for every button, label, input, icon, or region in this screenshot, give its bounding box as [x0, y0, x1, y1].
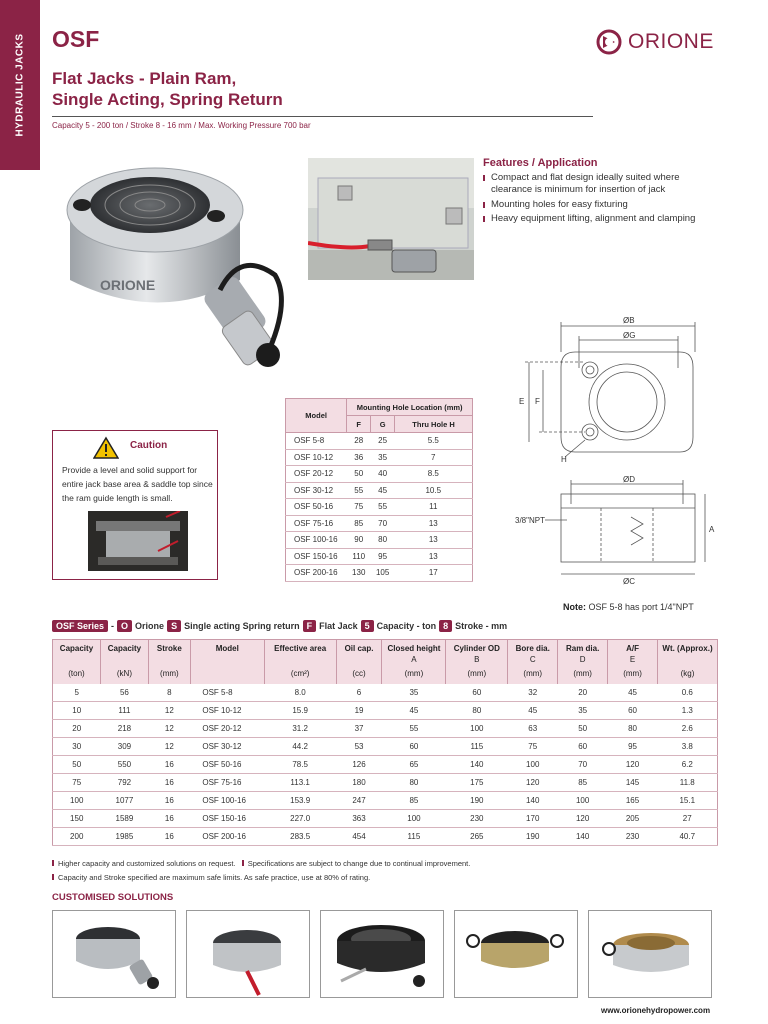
series-badge: OSF Series [52, 620, 108, 632]
code-label: Flat Jack [319, 621, 358, 631]
mount-header-col: Thru Hole H [395, 416, 473, 433]
mount-cell: 40 [371, 466, 395, 483]
mount-cell: 55 [347, 482, 371, 499]
mount-table-row [286, 433, 473, 450]
spec-cell: 30 [53, 738, 101, 756]
spec-header: Effective area [264, 640, 336, 655]
spec-header-unit: (kg) [658, 669, 718, 684]
mount-cell: 50 [347, 466, 371, 483]
spec-cell-model: OSF 200-16 [190, 828, 264, 846]
spec-cell: 140 [446, 756, 508, 774]
spec-header-letter [336, 655, 382, 669]
mount-cell: 110 [347, 548, 371, 565]
spec-header: Cylinder OD [446, 640, 508, 655]
spec-cell: 113.1 [264, 774, 336, 792]
custom-solution-photo [320, 910, 444, 998]
spec-cell: 205 [608, 810, 658, 828]
spec-header-unit: (mm) [558, 669, 608, 684]
spec-cell: 1589 [100, 810, 148, 828]
spec-cell: 19 [336, 702, 382, 720]
spec-header-unit: (mm) [382, 669, 446, 684]
spec-header: Closed height [382, 640, 446, 655]
mount-cell-model: OSF 30-12 [286, 482, 347, 499]
order-code-dash: - [111, 621, 115, 631]
spec-cell: 80 [608, 720, 658, 738]
features-heading: Features / Application [483, 157, 598, 169]
mount-header-col: G [371, 416, 395, 433]
spec-cell: 32 [508, 684, 558, 702]
custom-solution-photo [52, 910, 176, 998]
mount-cell: 13 [395, 515, 473, 532]
code-letter: S [167, 620, 181, 632]
spec-cell: 309 [100, 738, 148, 756]
spec-cell: 1.3 [658, 702, 718, 720]
spec-cell: 80 [446, 702, 508, 720]
product-photo-flat-jack [40, 150, 310, 390]
mount-table-row [286, 565, 473, 582]
spec-cell: 363 [336, 810, 382, 828]
spec-cell: 85 [558, 774, 608, 792]
spec-header-unit: (cc) [336, 669, 382, 684]
spec-cell: 63 [508, 720, 558, 738]
spec-cell: 40.7 [658, 828, 718, 846]
bullet-bar [52, 874, 54, 880]
mount-table-row [286, 532, 473, 549]
mount-cell: 13 [395, 548, 473, 565]
spec-cell: 115 [382, 828, 446, 846]
code-label: Orione [135, 621, 165, 631]
mount-cell-model: OSF 10-12 [286, 449, 347, 466]
spec-header-letter [658, 655, 718, 669]
spec-cell: 6 [336, 684, 382, 702]
footnote: Higher capacity and customized solutions on request. [58, 859, 236, 868]
custom-solution-photo [454, 910, 578, 998]
mount-cell: 28 [347, 433, 371, 450]
dim-label-e: E [519, 397, 525, 406]
spec-header-letter [148, 655, 190, 669]
spec-cell: 75 [508, 738, 558, 756]
spec-header: Stroke [148, 640, 190, 655]
spec-table-row [53, 828, 718, 846]
mount-cell: 70 [371, 515, 395, 532]
spec-cell: 78.5 [264, 756, 336, 774]
spec-cell: 20 [53, 720, 101, 738]
feature-item: Mounting holes for easy fixturing [483, 199, 723, 211]
mount-table-row [286, 548, 473, 565]
website-url: www.orionehydropower.com [601, 1006, 711, 1015]
spec-cell: 35 [382, 684, 446, 702]
spec-cell: 10 [53, 702, 101, 720]
logo-mark-icon [594, 27, 624, 57]
spec-cell: 230 [608, 828, 658, 846]
code-letter: 8 [439, 620, 452, 632]
spec-header-unit: (cm²) [264, 669, 336, 684]
mount-cell: 10.5 [395, 482, 473, 499]
dim-label-h: H [561, 455, 567, 464]
specification-table [52, 639, 718, 846]
custom-solution-photo [588, 910, 712, 998]
spec-cell: 150 [53, 810, 101, 828]
spec-table-row [53, 702, 718, 720]
spec-cell: 15.9 [264, 702, 336, 720]
dim-label-f: F [535, 397, 540, 406]
spec-cell: 120 [608, 756, 658, 774]
spec-cell: 145 [608, 774, 658, 792]
spec-cell: 50 [558, 720, 608, 738]
spec-cell: 115 [446, 738, 508, 756]
spec-header: Model [190, 640, 264, 655]
spec-cell: 16 [148, 810, 190, 828]
spec-cell: 0.6 [658, 684, 718, 702]
spec-cell: 5 [53, 684, 101, 702]
mount-cell: 5.5 [395, 433, 473, 450]
spec-cell: 12 [148, 702, 190, 720]
caution-text: Provide a level and solid support for entire jack base area & saddle top since the ram guide length is small. [62, 465, 213, 503]
spec-cell-model: OSF 5-8 [190, 684, 264, 702]
mount-table-row [286, 449, 473, 466]
footnote: Capacity and Stroke specified are maximum safe limits. As safe practice, use at 80% of rating. [58, 873, 371, 882]
feature-item: Compact and flat design ideally suited where clearance is minimum for insertion of jack [483, 172, 723, 196]
spec-cell-model: OSF 20-12 [190, 720, 264, 738]
spec-cell: 200 [53, 828, 101, 846]
spec-cell: 55 [382, 720, 446, 738]
mount-cell: 25 [371, 433, 395, 450]
mount-cell: 55 [371, 499, 395, 516]
spec-cell: 16 [148, 828, 190, 846]
spec-table-row [53, 720, 718, 738]
spec-cell-model: OSF 75-16 [190, 774, 264, 792]
spec-cell: 165 [608, 792, 658, 810]
spec-cell-model: OSF 150-16 [190, 810, 264, 828]
mount-header-model: Model [286, 399, 347, 433]
spec-cell: 153.9 [264, 792, 336, 810]
mount-cell: 8.5 [395, 466, 473, 483]
spec-cell: 100 [446, 720, 508, 738]
spec-header-letter: E [608, 655, 658, 669]
spec-cell: 550 [100, 756, 148, 774]
side-category-tab [0, 0, 40, 170]
dimension-drawing [505, 312, 720, 587]
title-divider [52, 116, 593, 117]
spec-cell: 16 [148, 792, 190, 810]
spec-cell: 454 [336, 828, 382, 846]
spec-cell-model: OSF 50-16 [190, 756, 264, 774]
spec-cell: 12 [148, 738, 190, 756]
caution-title: Caution [130, 440, 168, 451]
photo-brand-engraving: ORIONE [100, 277, 156, 293]
spec-cell: 140 [508, 792, 558, 810]
spec-cell: 12 [148, 720, 190, 738]
spec-table-row [53, 684, 718, 702]
spec-cell: 8.0 [264, 684, 336, 702]
mount-cell-model: OSF 100-16 [286, 532, 347, 549]
spec-cell: 180 [336, 774, 382, 792]
spec-cell-model: OSF 10-12 [190, 702, 264, 720]
spec-cell: 190 [508, 828, 558, 846]
dim-label-b: ØB [623, 316, 635, 325]
mount-cell-model: OSF 50-16 [286, 499, 347, 516]
title-line-1: Flat Jacks - Plain Ram, [52, 69, 237, 88]
mount-table-row [286, 515, 473, 532]
page-title [52, 68, 283, 110]
customised-solutions-heading: CUSTOMISED SOLUTIONS [52, 892, 174, 903]
code-letter: 5 [361, 620, 374, 632]
spec-cell: 15.1 [658, 792, 718, 810]
mount-cell: 75 [347, 499, 371, 516]
dim-label-d: ØD [623, 475, 635, 484]
dim-label-g: ØG [623, 331, 636, 340]
spec-cell: 283.5 [264, 828, 336, 846]
spec-header-unit: (kN) [100, 669, 148, 684]
spec-cell-model: OSF 100-16 [190, 792, 264, 810]
spec-cell: 218 [100, 720, 148, 738]
spec-header: Capacity [100, 640, 148, 655]
spec-cell: 31.2 [264, 720, 336, 738]
mount-cell: 36 [347, 449, 371, 466]
mount-cell: 17 [395, 565, 473, 582]
code-letter: F [303, 620, 317, 632]
spec-cell: 50 [53, 756, 101, 774]
spec-header: Ram dia. [558, 640, 608, 655]
spec-cell: 230 [446, 810, 508, 828]
spec-cell: 120 [508, 774, 558, 792]
mount-cell-model: OSF 150-16 [286, 548, 347, 565]
spec-table-row [53, 756, 718, 774]
spec-cell: 75 [53, 774, 101, 792]
mount-cell: 45 [371, 482, 395, 499]
spec-cell: 247 [336, 792, 382, 810]
spec-cell: 3.8 [658, 738, 718, 756]
spec-cell: 1985 [100, 828, 148, 846]
spec-cell: 2.6 [658, 720, 718, 738]
spec-header: Capacity [53, 640, 101, 655]
spec-cell: 60 [446, 684, 508, 702]
mount-header-col: F [347, 416, 371, 433]
mount-table-row [286, 466, 473, 483]
mount-cell: 11 [395, 499, 473, 516]
spec-header-letter [53, 655, 101, 669]
spec-cell: 80 [382, 774, 446, 792]
order-code-legend [52, 620, 507, 632]
spec-cell: 792 [100, 774, 148, 792]
mount-cell: 130 [347, 565, 371, 582]
spec-table-row [53, 810, 718, 828]
mount-cell: 13 [395, 532, 473, 549]
spec-cell: 16 [148, 756, 190, 774]
port-note [563, 602, 694, 612]
spec-header: Oil cap. [336, 640, 382, 655]
spec-header-letter: A [382, 655, 446, 669]
warning-icon [93, 436, 119, 460]
features-list [483, 172, 723, 228]
brand-logo [594, 27, 719, 57]
spec-header: Wt. (Approx.) [658, 640, 718, 655]
spec-cell-model: OSF 30-12 [190, 738, 264, 756]
spec-header-letter: C [508, 655, 558, 669]
spec-header-unit: (mm) [508, 669, 558, 684]
spec-cell: 53 [336, 738, 382, 756]
spec-cell: 227.0 [264, 810, 336, 828]
spec-cell: 100 [558, 792, 608, 810]
mount-cell: 105 [371, 565, 395, 582]
spec-header-unit: (mm) [148, 669, 190, 684]
spec-header-unit: (ton) [53, 669, 101, 684]
spec-cell: 100 [53, 792, 101, 810]
title-line-2: Single Acting, Spring Return [52, 90, 283, 109]
spec-cell: 44.2 [264, 738, 336, 756]
spec-table-row [53, 738, 718, 756]
spec-cell: 8 [148, 684, 190, 702]
spec-header-letter [100, 655, 148, 669]
spec-cell: 45 [382, 702, 446, 720]
spec-cell: 265 [446, 828, 508, 846]
feature-item: Heavy equipment lifting, alignment and clamping [483, 213, 723, 225]
spec-header-unit: (mm) [446, 669, 508, 684]
spec-cell: 45 [508, 702, 558, 720]
caution-box [52, 430, 218, 580]
spec-cell: 35 [558, 702, 608, 720]
mount-cell-model: OSF 5-8 [286, 433, 347, 450]
spec-cell: 170 [508, 810, 558, 828]
caution-photo [88, 511, 188, 571]
spec-cell: 140 [558, 828, 608, 846]
spec-header: Bore dia. [508, 640, 558, 655]
spec-table-row [53, 792, 718, 810]
spec-header-unit [190, 669, 264, 684]
model-code: OSF [52, 26, 100, 52]
spec-cell: 45 [608, 684, 658, 702]
logo-text: ORIONE [628, 30, 714, 53]
application-photo [308, 158, 474, 280]
mount-cell: 7 [395, 449, 473, 466]
spec-cell: 37 [336, 720, 382, 738]
spec-header-letter [264, 655, 336, 669]
mount-cell-model: OSF 75-16 [286, 515, 347, 532]
spec-header: A/F [608, 640, 658, 655]
spec-cell: 60 [382, 738, 446, 756]
footnote: Specifications are subject to change due to continual improvement. [247, 859, 471, 868]
bullet-bar [242, 860, 244, 866]
spec-cell: 70 [558, 756, 608, 774]
spec-cell: 16 [148, 774, 190, 792]
code-letter: O [117, 620, 132, 632]
mount-cell: 95 [371, 548, 395, 565]
dim-label-a: A [709, 525, 715, 534]
custom-solution-photo [186, 910, 310, 998]
mount-cell: 80 [371, 532, 395, 549]
code-label: Single acting Spring return [184, 621, 300, 631]
spec-cell: 20 [558, 684, 608, 702]
spec-cell: 85 [382, 792, 446, 810]
spec-cell: 11.8 [658, 774, 718, 792]
spec-cell: 60 [558, 738, 608, 756]
mount-header-group: Mounting Hole Location (mm) [347, 399, 473, 416]
spec-table-row [53, 774, 718, 792]
spec-cell: 120 [558, 810, 608, 828]
mount-cell: 85 [347, 515, 371, 532]
mount-cell-model: OSF 200-16 [286, 565, 347, 582]
mount-cell: 90 [347, 532, 371, 549]
spec-cell: 100 [382, 810, 446, 828]
spec-cell: 100 [508, 756, 558, 774]
spec-cell: 190 [446, 792, 508, 810]
spec-cell: 65 [382, 756, 446, 774]
spec-header-unit: (mm) [608, 669, 658, 684]
spec-cell: 175 [446, 774, 508, 792]
dim-label-port: 3/8"NPT [515, 516, 545, 525]
spec-header-letter [190, 655, 264, 669]
spec-cell: 111 [100, 702, 148, 720]
spec-cell: 126 [336, 756, 382, 774]
footnotes [52, 857, 470, 885]
spec-cell: 1077 [100, 792, 148, 810]
spec-header-letter: B [446, 655, 508, 669]
spec-cell: 56 [100, 684, 148, 702]
mounting-hole-table [285, 398, 473, 582]
code-label: Stroke - mm [455, 621, 508, 631]
code-label: Capacity - ton [376, 621, 437, 631]
specs-summary: Capacity 5 - 200 ton / Stroke 8 - 16 mm / Max. Working Pressure 700 bar [52, 121, 311, 130]
spec-cell: 27 [658, 810, 718, 828]
bullet-bar [52, 860, 54, 866]
note-label: Note: [563, 602, 586, 612]
side-tab-label: HYDRAULIC JACKS [14, 33, 26, 137]
mount-table-row [286, 482, 473, 499]
spec-cell: 6.2 [658, 756, 718, 774]
mount-table-row [286, 499, 473, 516]
mount-cell-model: OSF 20-12 [286, 466, 347, 483]
spec-cell: 60 [608, 702, 658, 720]
mount-cell: 35 [371, 449, 395, 466]
spec-header-letter: D [558, 655, 608, 669]
dim-label-c: ØC [623, 577, 635, 586]
spec-cell: 95 [608, 738, 658, 756]
note-text: OSF 5-8 has port 1/4"NPT [588, 602, 694, 612]
